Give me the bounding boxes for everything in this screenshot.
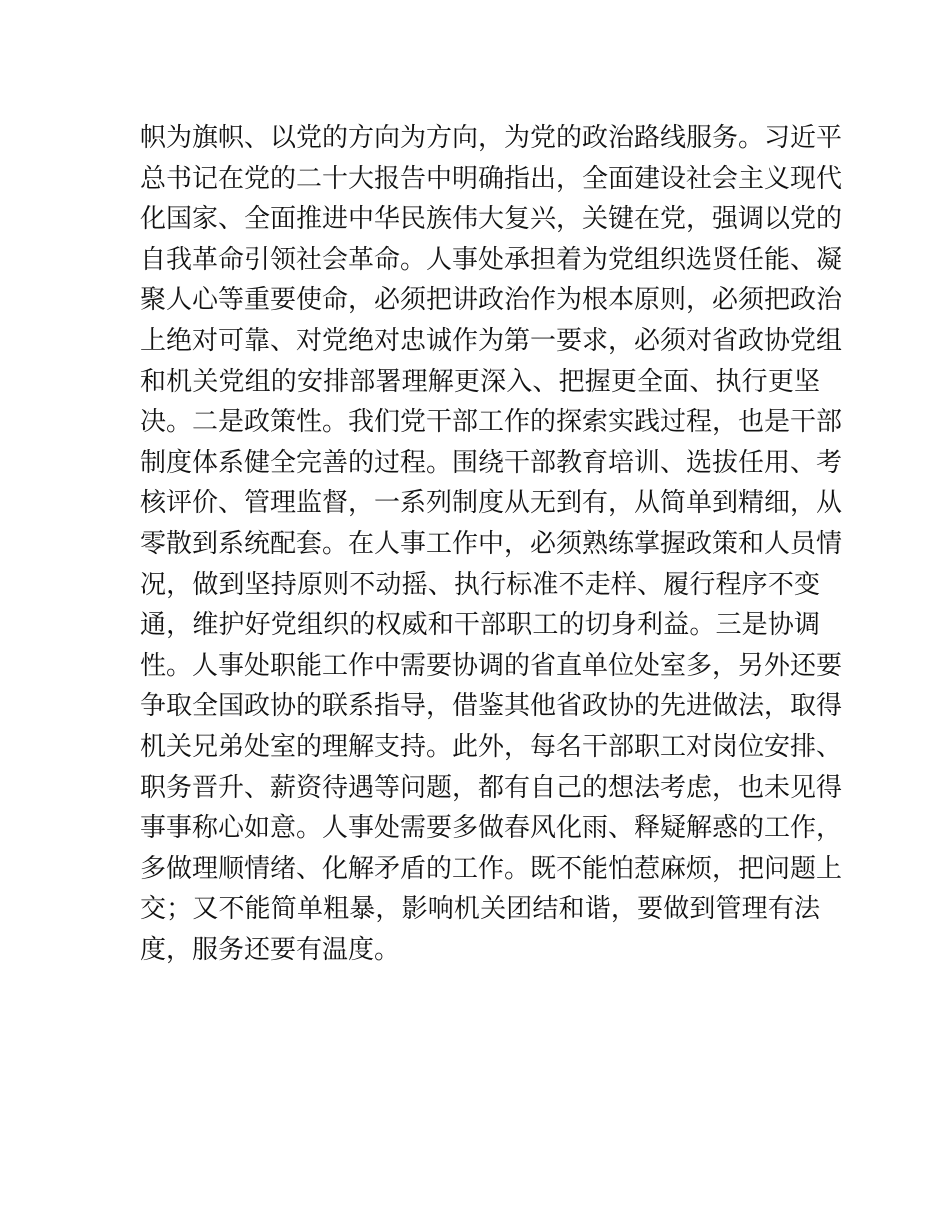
text-line: 总书记在党的二十大报告中明确指出，全面建设社会主义现代	[140, 163, 843, 194]
text-line: 上绝对可靠、对党绝对忠诚作为第一要求，必须对省政协党组	[140, 325, 843, 356]
body-paragraph	[140, 118, 843, 970]
text-line: 聚人心等重要使命，必须把讲政治作为根本原则，必须把政治	[140, 285, 843, 316]
text-line: 决。二是政策性。我们党干部工作的探索实践过程，也是干部	[140, 407, 843, 438]
text-line: 多做理顺情绪、化解矛盾的工作。既不能怕惹麻烦，把问题上	[140, 853, 843, 884]
text-line: 帜为旗帜、以党的方向为方向，为党的政治路线服务。习近平	[140, 123, 843, 153]
text-line: 化国家、全面推进中华民族伟大复兴，关键在党，强调以党的	[140, 204, 843, 235]
text-line: 争取全国政协的联系指导，借鉴其他省政协的先进做法，取得	[140, 691, 843, 722]
text-line: 况，做到坚持原则不动摇、执行标准不走样、履行程序不变	[140, 569, 820, 600]
text-line: 度，服务还要有温度。	[140, 934, 401, 965]
text-line: 性。人事处职能工作中需要协调的省直单位处室多，另外还要	[140, 650, 843, 681]
text-line: 事事称心如意。人事处需要多做春风化雨、释疑解惑的工作，	[140, 813, 843, 844]
text-line: 零散到系统配套。在人事工作中，必须熟练掌握政策和人员情	[140, 528, 843, 559]
text-line: 通，维护好党组织的权威和干部职工的切身利益。三是协调	[140, 610, 820, 641]
text-line: 核评价、管理监督，一系列制度从无到有，从简单到精细，从	[140, 488, 843, 519]
text-line: 交；又不能简单粗暴，影响机关团结和谐，要做到管理有法	[140, 894, 820, 925]
text-line: 制度体系健全完善的过程。围绕干部教育培训、选拔任用、考	[140, 447, 843, 478]
text-line: 和机关党组的安排部署理解更深入、把握更全面、执行更坚	[140, 366, 820, 397]
text-line: 自我革命引领社会革命。人事处承担着为党组织选贤任能、凝	[140, 244, 843, 275]
text-line: 职务晋升、薪资待遇等问题，都有自己的想法考虑，也未见得	[140, 772, 843, 803]
text-line: 机关兄弟处室的理解支持。此外，每名干部职工对岗位安排、	[140, 731, 843, 762]
